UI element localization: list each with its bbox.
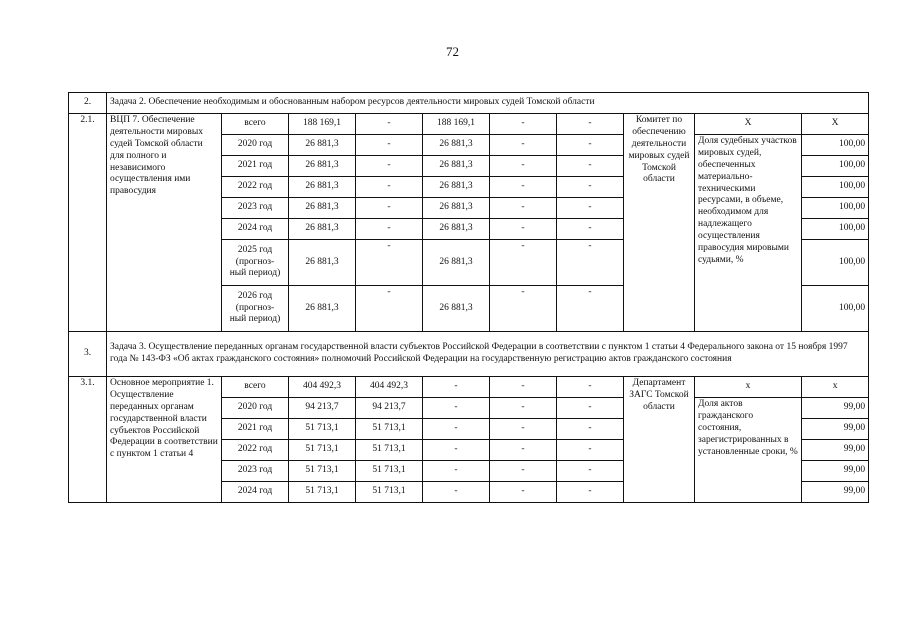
period-cell: 2026 год (прогноз- ный период) [222, 286, 289, 332]
extrabudget-cell: - [557, 240, 624, 286]
indicator-value: 100,00 [802, 177, 869, 198]
regional-cell: - [423, 461, 490, 482]
table-row [69, 114, 869, 135]
table-row [69, 377, 869, 398]
local-cell: - [490, 219, 557, 240]
regional-cell: 26 881,3 [423, 240, 490, 286]
local-cell: - [490, 240, 557, 286]
local-cell: - [490, 177, 557, 198]
federal-cell: - [356, 219, 423, 240]
item-name: ВЦП 7. Обеспечение деятельности мировых судей Томской области для полного и независимого осуществления ими правосудия [107, 114, 222, 332]
total-cell: 404 492,3 [289, 377, 356, 398]
federal-cell: - [356, 156, 423, 177]
period-cell: 2025 год (прогноз- ный период) [222, 240, 289, 286]
period-cell: 2023 год [222, 198, 289, 219]
task-row [69, 332, 869, 377]
indicator-value: 100,00 [802, 219, 869, 240]
federal-cell: - [356, 198, 423, 219]
regional-cell: 26 881,3 [423, 177, 490, 198]
extrabudget-cell: - [557, 114, 624, 135]
extrabudget-cell: - [557, 377, 624, 398]
regional-cell: 26 881,3 [423, 219, 490, 240]
local-cell: - [490, 461, 557, 482]
extrabudget-cell: - [557, 286, 624, 332]
regional-cell: - [423, 419, 490, 440]
regional-cell: 26 881,3 [423, 135, 490, 156]
regional-cell: - [423, 398, 490, 419]
local-cell: - [490, 135, 557, 156]
period-cell: 2024 год [222, 482, 289, 503]
local-cell: - [490, 377, 557, 398]
local-cell: - [490, 398, 557, 419]
federal-cell: - [356, 177, 423, 198]
total-cell: 26 881,3 [289, 177, 356, 198]
task-title: Задача 3. Осуществление переданных органам государственной власти субъектов Российской Федерации в соответствии с пунктом 1 статьи 4 Федерального закона от 15 ноября 1997 года № 143-ФЗ «Об актах гражданского состояния» полномочий Российской Федерации на государственную регистрацию актов гражданского состояния [107, 332, 869, 377]
local-cell: - [490, 156, 557, 177]
task-title: Задача 2. Обеспечение необходимым и обоснованным набором ресурсов деятельности мировых судей Томской области [107, 93, 869, 114]
federal-cell: 51 713,1 [356, 461, 423, 482]
local-cell: - [490, 286, 557, 332]
federal-cell: - [356, 114, 423, 135]
total-cell: 26 881,3 [289, 156, 356, 177]
extrabudget-cell: - [557, 398, 624, 419]
federal-cell: 51 713,1 [356, 440, 423, 461]
period-cell: 2022 год [222, 177, 289, 198]
period-cell: 2024 год [222, 219, 289, 240]
federal-cell: 51 713,1 [356, 419, 423, 440]
indicator-value: 100,00 [802, 286, 869, 332]
regional-cell: - [423, 377, 490, 398]
period-cell: 2021 год [222, 419, 289, 440]
local-cell: - [490, 440, 557, 461]
federal-cell: 51 713,1 [356, 482, 423, 503]
indicator-cell: Доля судебных участков мировых судей, обеспеченных материально-техническими ресурсами, в объеме, необходимом для надлежащего осуществления правосудия мировыми судьями, % [695, 135, 802, 332]
local-cell: - [490, 198, 557, 219]
indicator-value: 99,00 [802, 482, 869, 503]
period-cell: 2022 год [222, 440, 289, 461]
indicator-value: 100,00 [802, 156, 869, 177]
indicator-cell: x [695, 377, 802, 398]
program-table [68, 92, 869, 503]
executor-cell: Комитет по обеспечению деятельности мировых судей Томской области [624, 114, 695, 332]
federal-cell: - [356, 240, 423, 286]
extrabudget-cell: - [557, 198, 624, 219]
regional-cell: - [423, 440, 490, 461]
local-cell: - [490, 114, 557, 135]
period-cell: 2023 год [222, 461, 289, 482]
total-cell: 26 881,3 [289, 240, 356, 286]
total-cell: 26 881,3 [289, 219, 356, 240]
total-cell: 51 713,1 [289, 461, 356, 482]
period-cell: 2020 год [222, 135, 289, 156]
indicator-cell: Доля актов гражданского состояния, зарегистрированных в установленные сроки, % [695, 398, 802, 503]
local-cell: - [490, 482, 557, 503]
indicator-value: X [802, 114, 869, 135]
period-cell: 2020 год [222, 398, 289, 419]
federal-cell: 404 492,3 [356, 377, 423, 398]
indicator-value: 100,00 [802, 240, 869, 286]
extrabudget-cell: - [557, 482, 624, 503]
extrabudget-cell: - [557, 461, 624, 482]
indicator-cell: X [695, 114, 802, 135]
federal-cell: - [356, 286, 423, 332]
extrabudget-cell: - [557, 156, 624, 177]
item-name: Основное мероприятие 1. Осуществление переданных органам государственной власти субъектов Российской Федерации в соответствии с пунктом 1 статьи 4 [107, 377, 222, 503]
period-cell: всего [222, 377, 289, 398]
regional-cell: - [423, 482, 490, 503]
page-number: 72 [446, 44, 459, 59]
total-cell: 188 169,1 [289, 114, 356, 135]
task-number: 2. [69, 93, 107, 114]
extrabudget-cell: - [557, 135, 624, 156]
task-row [69, 93, 869, 114]
indicator-value: 99,00 [802, 419, 869, 440]
extrabudget-cell: - [557, 419, 624, 440]
regional-cell: 188 169,1 [423, 114, 490, 135]
item-number: 3.1. [69, 377, 107, 503]
task-number: 3. [69, 332, 107, 377]
indicator-value: 99,00 [802, 461, 869, 482]
period-cell: всего [222, 114, 289, 135]
local-cell: - [490, 419, 557, 440]
total-cell: 51 713,1 [289, 440, 356, 461]
total-cell: 51 713,1 [289, 482, 356, 503]
regional-cell: 26 881,3 [423, 198, 490, 219]
executor-cell: Департамент ЗАГС Томской области [624, 377, 695, 503]
item-number: 2.1. [69, 114, 107, 332]
total-cell: 26 881,3 [289, 286, 356, 332]
total-cell: 51 713,1 [289, 419, 356, 440]
regional-cell: 26 881,3 [423, 286, 490, 332]
indicator-value: x [802, 377, 869, 398]
regional-cell: 26 881,3 [423, 156, 490, 177]
total-cell: 26 881,3 [289, 198, 356, 219]
federal-cell: - [356, 135, 423, 156]
total-cell: 94 213,7 [289, 398, 356, 419]
indicator-value: 100,00 [802, 135, 869, 156]
indicator-value: 100,00 [802, 198, 869, 219]
extrabudget-cell: - [557, 219, 624, 240]
extrabudget-cell: - [557, 177, 624, 198]
indicator-value: 99,00 [802, 398, 869, 419]
federal-cell: 94 213,7 [356, 398, 423, 419]
indicator-value: 99,00 [802, 440, 869, 461]
extrabudget-cell: - [557, 440, 624, 461]
period-cell: 2021 год [222, 156, 289, 177]
total-cell: 26 881,3 [289, 135, 356, 156]
